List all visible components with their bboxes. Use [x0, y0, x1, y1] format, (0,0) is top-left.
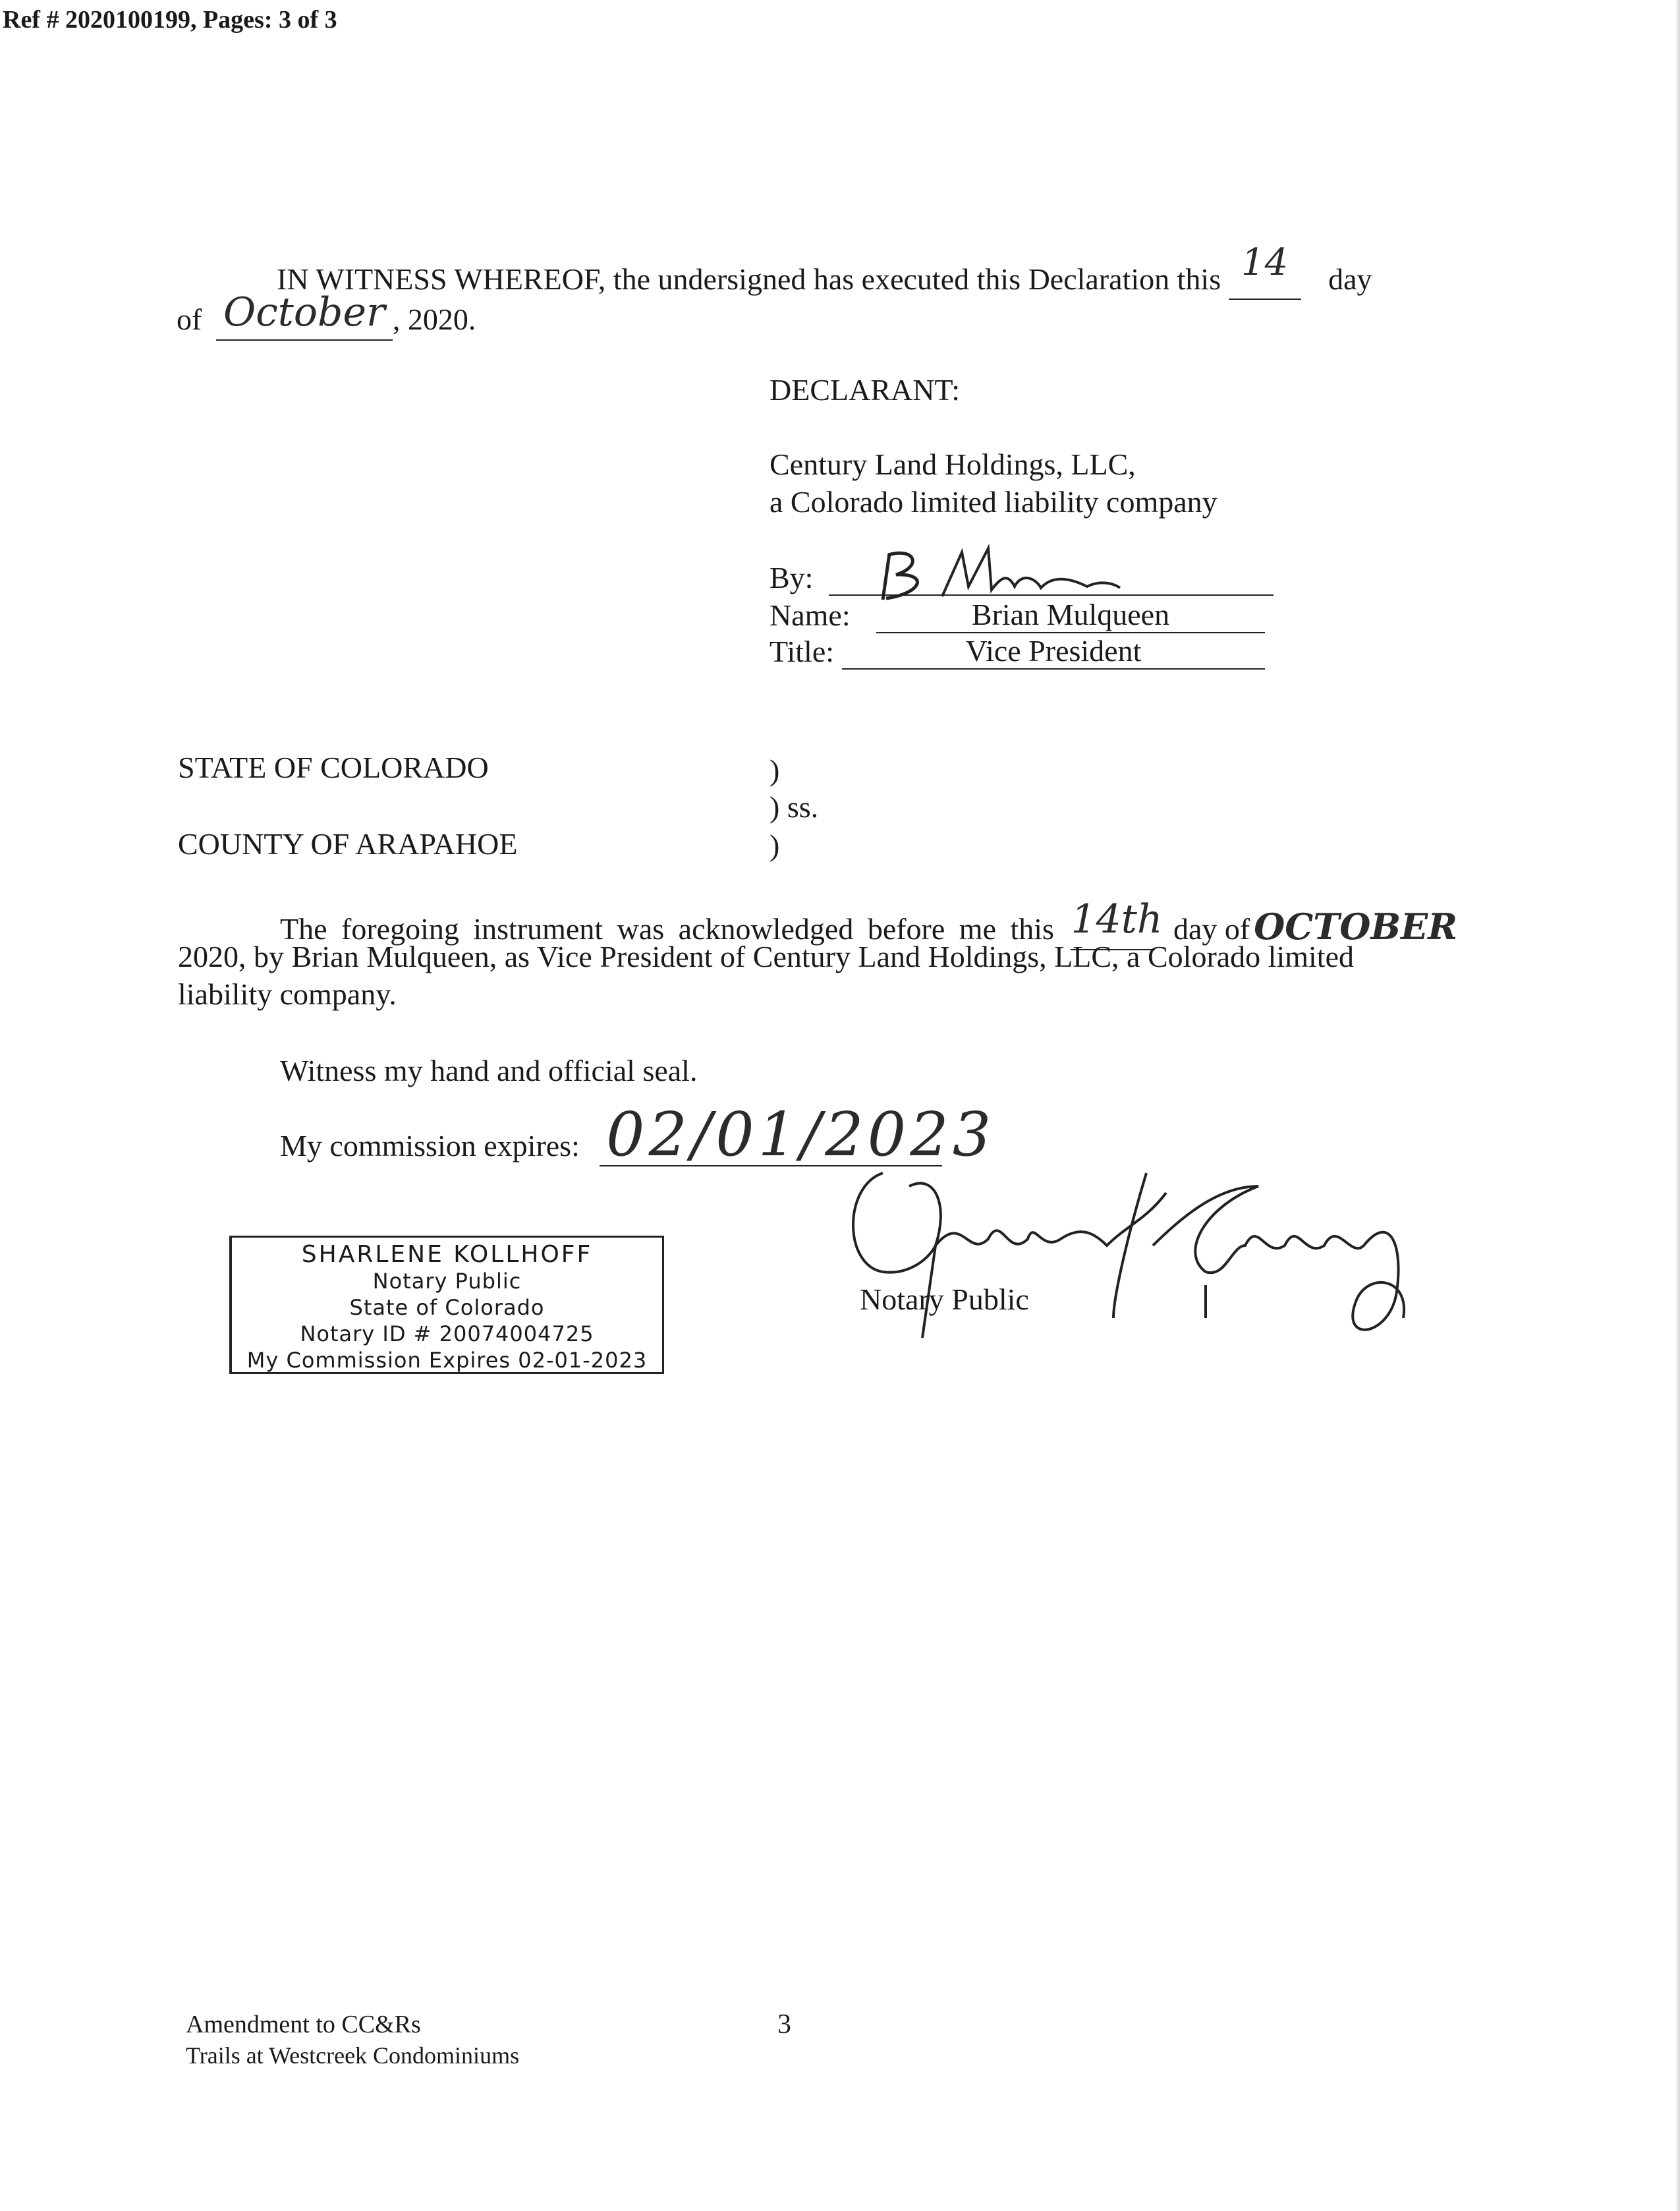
declarant-signature	[876, 540, 1127, 606]
ack-line-2: 2020, by Brian Mulqueen, as Vice President of Century Land Holdings, LLC, a Colorado limited	[178, 940, 1354, 973]
venue-paren-ss: ) ss.	[770, 790, 819, 824]
footer-line-2: Trails at Westcreek Condominiums	[186, 2042, 520, 2069]
declarant-company-desc: a Colorado limited liability company	[770, 485, 1218, 519]
witness-month-blank	[216, 289, 393, 341]
venue-paren-1: )	[770, 753, 780, 787]
venue-paren-3: )	[770, 828, 780, 862]
declarant-company: Century Land Holdings, LLC,	[770, 447, 1136, 481]
stamp-notary-name: SHARLENE KOLLHOFF	[301, 1241, 593, 1268]
footer-line-1: Amendment to CC&Rs	[186, 2011, 421, 2038]
notary-public-label: Notary Public	[860, 1282, 1029, 1316]
ack-day-handwritten: 14th	[1071, 896, 1163, 942]
venue-county: COUNTY OF ARAPAHOE	[178, 827, 518, 861]
notary-stamp	[229, 1236, 664, 1374]
scan-edge	[1676, 0, 1680, 2211]
witness-text: IN WITNESS WHEREOF, the undersigned has executed this Declaration this	[277, 262, 1221, 296]
title-label: Title:	[770, 635, 835, 668]
page-number: 3	[777, 2009, 791, 2040]
commission-label: My commission expires:	[280, 1129, 580, 1163]
reference-header: Ref # 2020100199, Pages: 3 of 3	[3, 6, 337, 34]
ack-month-handwritten: OCTOBER	[1254, 905, 1458, 948]
notary-witness-line: Witness my hand and official seal.	[280, 1054, 698, 1087]
stamp-commission-expires: My Commission Expires 02-01-2023	[246, 1348, 648, 1373]
ack-line-3: liability company.	[178, 977, 397, 1011]
name-label: Name:	[770, 598, 851, 632]
commission-handwritten: 02/01/2023	[606, 1099, 995, 1170]
declarant-label: DECLARANT:	[770, 373, 961, 407]
stamp-state: State of Colorado	[349, 1295, 545, 1320]
ack-text-start: The foregoing instrument was acknowledged before me this	[280, 912, 1054, 946]
witness-day-word: day	[1328, 262, 1372, 296]
title-value: Vice President	[842, 634, 1265, 670]
witness-day-handwritten: 14	[1241, 241, 1289, 284]
witness-day-blank	[1229, 241, 1301, 300]
witness-month-handwritten: October	[223, 289, 385, 335]
venue-state: STATE OF COLORADO	[178, 751, 489, 784]
ack-day-of: day of	[1173, 912, 1250, 946]
witness-year: , 2020.	[392, 302, 476, 336]
by-label: By:	[770, 561, 814, 594]
stamp-notary-id: Notary ID # 20074004725	[300, 1321, 594, 1346]
stamp-notary-public: Notary Public	[372, 1269, 522, 1294]
witness-line-2	[177, 289, 476, 341]
witness-of: of	[177, 302, 202, 336]
notary-signature	[837, 1147, 1449, 1364]
name-value: Brian Mulqueen	[876, 598, 1265, 633]
